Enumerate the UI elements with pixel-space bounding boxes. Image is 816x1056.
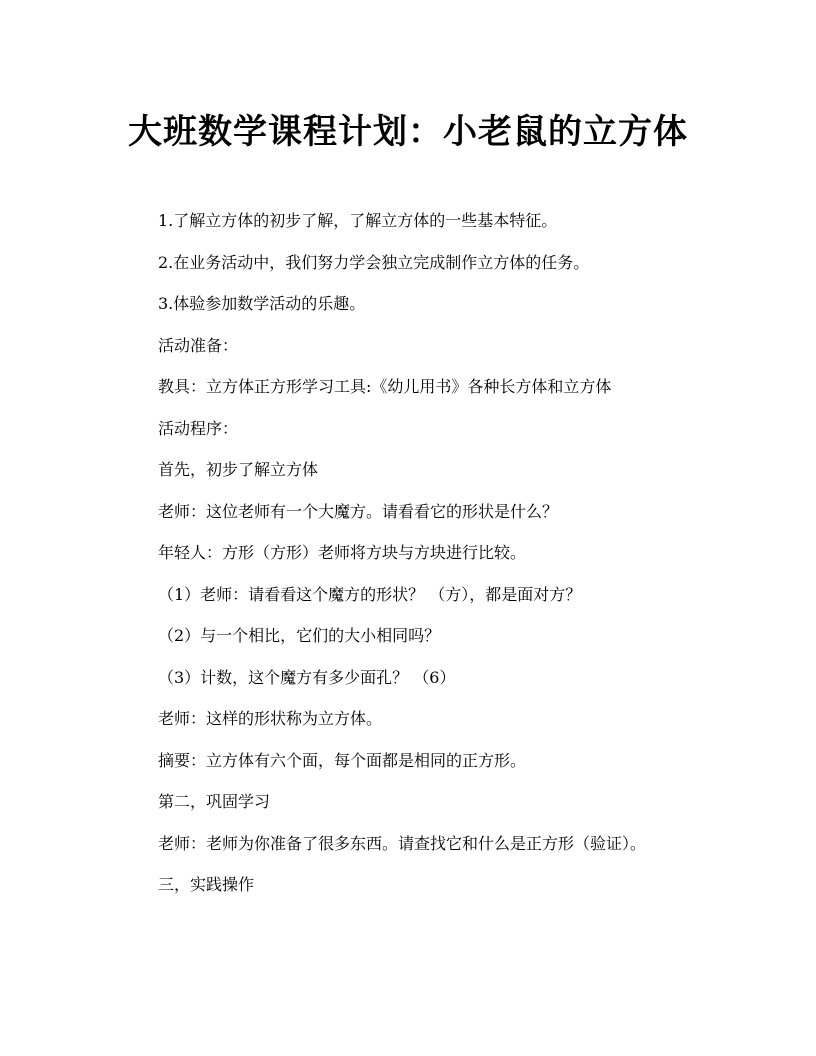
- paragraph-teacher-task: 老师：老师为你准备了很多东西。请查找它和什么是正方形（验证）。: [158, 833, 647, 853]
- paragraph-step-3-heading: 三，实践操作: [158, 875, 255, 894]
- paragraph-step-1-heading: 首先，初步了解立方体: [158, 460, 319, 479]
- paragraph-teaching-aids: 教具：立方体正方形学习工具:《幼儿用书》各种长方体和立方体: [158, 377, 612, 396]
- paragraph-question-1: （1）老师：请看看这个魔方的形状？ （方），都是面对方？: [158, 584, 582, 604]
- paragraph-step-2-heading: 第二，巩固学习: [158, 792, 271, 811]
- paragraph-goal-1: 1.了解立方体的初步了解，了解立方体的一些基本特征。: [158, 211, 558, 230]
- paragraph-goal-2: 2.在业务活动中，我们努力学会独立完成制作立方体的任务。: [158, 252, 590, 272]
- page-title: 大班数学课程计划：小老鼠的立方体: [128, 112, 688, 152]
- paragraph-teacher-question: 老师：这位老师有一个大魔方。请看看它的形状是什么？: [158, 501, 559, 521]
- paragraph-children-answer: 年轻人：方形（方形）老师将方块与方块进行比较。: [158, 543, 527, 562]
- paragraph-preparation-heading: 活动准备：: [158, 335, 239, 355]
- paragraph-teacher-definition: 老师：这样的形状称为立方体。: [158, 709, 383, 728]
- paragraph-question-3: （3）计数，这个魔方有多少面孔？ （6）: [158, 667, 456, 687]
- paragraph-goal-3: 3.体验参加数学活动的乐趣。: [158, 294, 366, 313]
- paragraph-summary: 摘要：立方体有六个面，每个面都是相同的正方形。: [158, 750, 527, 770]
- paragraph-question-2: （2）与一个相比，它们的大小相同吗？: [158, 626, 441, 645]
- paragraph-procedure-heading: 活动程序：: [158, 418, 239, 438]
- document-body: [118, 200, 698, 906]
